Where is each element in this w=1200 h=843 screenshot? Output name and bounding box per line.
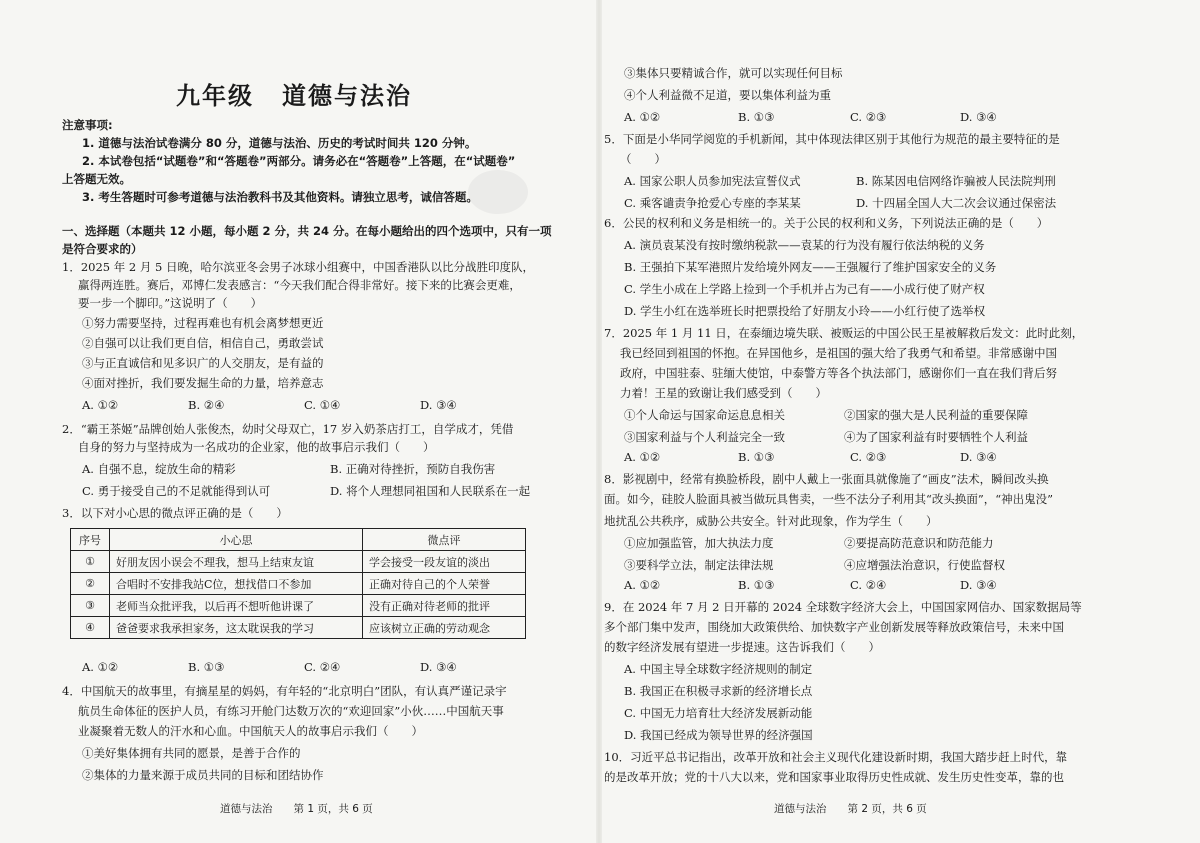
- statement-item: ②要提高防范意识和防范能力: [844, 536, 994, 550]
- question-text: 7．2025 年 1 月 11 日，在泰缅边境失联、被贩运的中国公民王星被解救后发文：此时此刻，: [604, 326, 1084, 340]
- statement-item: ③国家利益与个人利益完全一致: [624, 430, 785, 444]
- answer-option[interactable]: B. ①③: [738, 450, 775, 464]
- question-text: （ ）: [620, 152, 666, 166]
- answer-option[interactable]: B. 我国正在积极寻求新的经济增长点: [624, 684, 813, 698]
- question-text: 的是改革开放；党的十八大以来，党和国家事业取得历史性成就、发生历史性变革，靠的也: [604, 770, 1064, 784]
- table-cell: 没有正确对待老师的批评: [363, 595, 526, 617]
- answer-option[interactable]: C. 乘客谴责争抢爱心专座的李某某: [624, 196, 801, 210]
- answer-option[interactable]: B. 王强拍下某军港照片发给境外网友——王强履行了维护国家安全的义务: [624, 260, 997, 274]
- title-grade: 九年级: [176, 82, 254, 110]
- statement-item: ①美好集体拥有共同的愿景，是善于合作的: [82, 746, 301, 760]
- question-text: 10．习近平总书记指出，改革开放和社会主义现代化建设新时期，我国大踏步赶上时代，靠: [604, 750, 1068, 764]
- answer-option[interactable]: D. ③④: [960, 578, 997, 592]
- statement-item: ②国家的强大是人民利益的重要保障: [844, 408, 1028, 422]
- q3-table: [70, 528, 526, 639]
- statement-item: ①应加强监管，加大执法力度: [624, 536, 774, 550]
- page-title: [0, 76, 588, 111]
- answer-option[interactable]: D. 将个人理想同祖国和人民联系在一起: [330, 484, 531, 498]
- statement-item: ④应增强法治意识，行使监督权: [844, 558, 1005, 572]
- answer-option[interactable]: C. ②③: [850, 450, 887, 464]
- column-header: 小心思: [110, 529, 363, 551]
- answer-option[interactable]: C. ②④: [304, 660, 341, 674]
- right-page: [604, 0, 1192, 843]
- question-text: 9．在 2024 年 7 月 2 日开幕的 2024 全球数字经济大会上，中国国家网信办、国家数据局等: [604, 600, 1082, 614]
- answer-option[interactable]: C. 学生小成在上学路上捡到一个手机并占为己有——小成行使了财产权: [624, 282, 985, 296]
- table-row: [71, 595, 526, 617]
- answer-option[interactable]: B. ①③: [738, 578, 775, 592]
- table-cell: 老师当众批评我，以后再不想听他讲课了: [110, 595, 363, 617]
- section-heading: 一、选择题（本题共 12 小题，每小题 2 分，共 24 分。在每小题给出的四个选项中，只有一项: [62, 224, 552, 238]
- question-text: 自身的努力与坚持成为一名成功的企业家，他的故事启示我们（ ）: [78, 440, 435, 454]
- answer-option[interactable]: B. 陈某因电信网络诈骗被人民法院判刑: [856, 174, 1056, 188]
- page-fold-divider: [596, 0, 602, 843]
- page-footer: 道德与法治 第 1 页，共 6 页: [220, 803, 373, 815]
- table-cell: ②: [71, 573, 110, 595]
- question-text: 面。如今，硅胶人脸面具被当做玩具售卖，一些不法分子利用其“改头换面”，“神出鬼没”: [604, 492, 1054, 506]
- table-cell: ③: [71, 595, 110, 617]
- note-line: 3. 考生答题时可参考道德与法治教科书及其他资料。请独立思考，诚信答题。: [82, 190, 478, 204]
- question-text: 5．下面是小华同学阅览的手机新闻，其中体现法律区别于其他行为规范的最主要特征的是: [604, 132, 1060, 146]
- question-text: 要一步一个脚印。”这说明了（ ）: [78, 296, 263, 310]
- statement-item: ③要科学立法，制定法律法规: [624, 558, 774, 572]
- table-cell: 爸爸要求我承担家务，这太耽误我的学习: [110, 617, 363, 639]
- table-cell: 好朋友因小误会不理我，想马上结束友谊: [110, 551, 363, 573]
- answer-option[interactable]: C. 勇于接受自己的不足就能得到认可: [82, 484, 271, 498]
- column-header: 微点评: [363, 529, 526, 551]
- left-page: [0, 0, 588, 843]
- question-text: 8．影视剧中，经常有换脸桥段，剧中人戴上一张面具就像施了“画皮”法术，瞬间改头换: [604, 472, 1049, 486]
- answer-option[interactable]: D. 十四届全国人大二次会议通过保密法: [856, 196, 1057, 210]
- answer-option[interactable]: C. ②④: [850, 578, 887, 592]
- note-line: 2. 本试卷包括“试题卷”和“答题卷”两部分。请务必在“答题卷”上答题，在“试题卷”: [82, 154, 516, 168]
- question-text: 1．2025 年 2 月 5 日晚，哈尔滨亚冬会男子冰球小组赛中，中国香港队以比分战胜印度队，: [62, 260, 534, 274]
- answer-option[interactable]: B. ②④: [188, 398, 225, 412]
- answer-option[interactable]: A. ①②: [82, 398, 119, 412]
- answer-option[interactable]: C. 中国无力培育壮大经济发展新动能: [624, 706, 813, 720]
- question-text: 政府，中国驻泰、驻缅大使馆，中泰警方等各个执法部门，感谢你们一直在我们背后努: [620, 366, 1057, 380]
- note-line: 1. 道德与法治试卷满分 80 分，道德与法治、历史的考试时间共 120 分钟。: [82, 136, 477, 150]
- table-row: [71, 551, 526, 573]
- answer-option[interactable]: D. ③④: [420, 660, 457, 674]
- answer-option[interactable]: A. ①②: [624, 450, 661, 464]
- question-text: 的数字经济发展有望进一步提速。这告诉我们（ ）: [604, 640, 880, 654]
- answer-option[interactable]: A. 演员袁某没有按时缴纳税款——袁某的行为没有履行依法纳税的义务: [624, 238, 985, 252]
- answer-option[interactable]: A. 国家公职人员参加宪法宣誓仪式: [624, 174, 801, 188]
- statement-item: ③集体只要精诚合作，就可以实现任何目标: [624, 66, 843, 80]
- question-text: 3．以下对小心思的微点评正确的是（ ）: [62, 506, 288, 520]
- table-cell: 应该树立正确的劳动观念: [363, 617, 526, 639]
- statement-item: ①个人命运与国家命运息息相关: [624, 408, 785, 422]
- answer-option[interactable]: B. ①③: [188, 660, 225, 674]
- question-text: 我已经回到祖国的怀抱。在异国他乡，是祖国的强大给了我勇气和希望。非常感谢中国: [620, 346, 1057, 360]
- answer-option[interactable]: B. ①③: [738, 110, 775, 124]
- table-cell: 合唱时不安排我站C位，想找借口不参加: [110, 573, 363, 595]
- answer-option[interactable]: D. 我国已经成为领导世界的经济强国: [624, 728, 813, 742]
- question-text: 2．“霸王茶姬”品牌创始人张俊杰，幼时父母双亡，17 岁入奶茶店打工，自学成才，凭借: [62, 422, 514, 436]
- answer-option[interactable]: A. ①②: [624, 110, 661, 124]
- table-cell: ①: [71, 551, 110, 573]
- statement-item: ①努力需要坚持，过程再难也有机会离梦想更近: [82, 316, 324, 330]
- answer-option[interactable]: C. ①④: [304, 398, 341, 412]
- table-cell: 学会接受一段友谊的淡出: [363, 551, 526, 573]
- table-cell: ④: [71, 617, 110, 639]
- question-text: 4．中国航天的故事里，有摘星星的妈妈，有年轻的“北京明白”团队，有认真严谨记录宇: [62, 684, 507, 698]
- statement-item: ④为了国家利益有时要牺牲个人利益: [844, 430, 1028, 444]
- answer-option[interactable]: D. ③④: [960, 450, 997, 464]
- table-row: [71, 573, 526, 595]
- answer-option[interactable]: D. 学生小红在选举班长时把票投给了好朋友小玲——小红行使了选举权: [624, 304, 986, 318]
- answer-option[interactable]: D. ③④: [960, 110, 997, 124]
- table-cell: 正确对待自己的个人荣誉: [363, 573, 526, 595]
- statement-item: ④个人利益微不足道，要以集体利益为重: [624, 88, 831, 102]
- question-text: 赢得两连胜。赛后，邓博仁发表感言：“今天我们配合得非常好。接下来的比赛会更难，: [78, 278, 521, 292]
- answer-option[interactable]: A. ①②: [624, 578, 661, 592]
- question-text: 多个部门集中发声，围绕加大政策供给、加快数字产业创新发展等释放政策信号，未来中国: [604, 620, 1064, 634]
- answer-option[interactable]: A. 中国主导全球数字经济规则的制定: [624, 662, 813, 676]
- question-text: 6．公民的权利和义务是相统一的。关于公民的权利和义务，下列说法正确的是（ ）: [604, 216, 1049, 230]
- statement-item: ④面对挫折，我们要发掘生命的力量，培养意志: [82, 376, 324, 390]
- table-header-row: [71, 529, 526, 551]
- question-text: 业凝聚着无数人的汗水和心血。中国航天人的故事启示我们（ ）: [78, 724, 423, 738]
- answer-option[interactable]: D. ③④: [420, 398, 457, 412]
- column-header: 序号: [71, 529, 110, 551]
- table-row: [71, 617, 526, 639]
- page-footer: 道德与法治 第 2 页，共 6 页: [774, 803, 927, 815]
- notes-heading: 注意事项:: [62, 118, 113, 132]
- question-text: 地扰乱公共秩序，威胁公共安全。针对此现象，作为学生（ ）: [604, 514, 938, 528]
- answer-option[interactable]: A. 自强不息，绽放生命的精彩: [82, 462, 236, 476]
- title-subject: 道德与法治: [282, 82, 412, 110]
- statement-item: ③与正直诚信和见多识广的人交朋友，是有益的: [82, 356, 324, 370]
- answer-option[interactable]: A. ①②: [82, 660, 119, 674]
- question-text: 力着！王星的致谢让我们感受到（ ）: [620, 386, 827, 400]
- section-heading: 是符合要求的）: [62, 242, 143, 256]
- answer-option[interactable]: C. ②③: [850, 110, 887, 124]
- statement-item: ②自强可以让我们更自信，相信自己，勇敢尝试: [82, 336, 324, 350]
- answer-option[interactable]: B. 正确对待挫折，预防自我伤害: [330, 462, 496, 476]
- statement-item: ②集体的力量来源于成员共同的目标和团结协作: [82, 768, 324, 782]
- question-text: 航员生命体征的医护人员，有练习开舱门达数万次的“欢迎回家”小伙……中国航天事: [78, 704, 504, 718]
- note-line: 上答题无效。: [62, 172, 131, 186]
